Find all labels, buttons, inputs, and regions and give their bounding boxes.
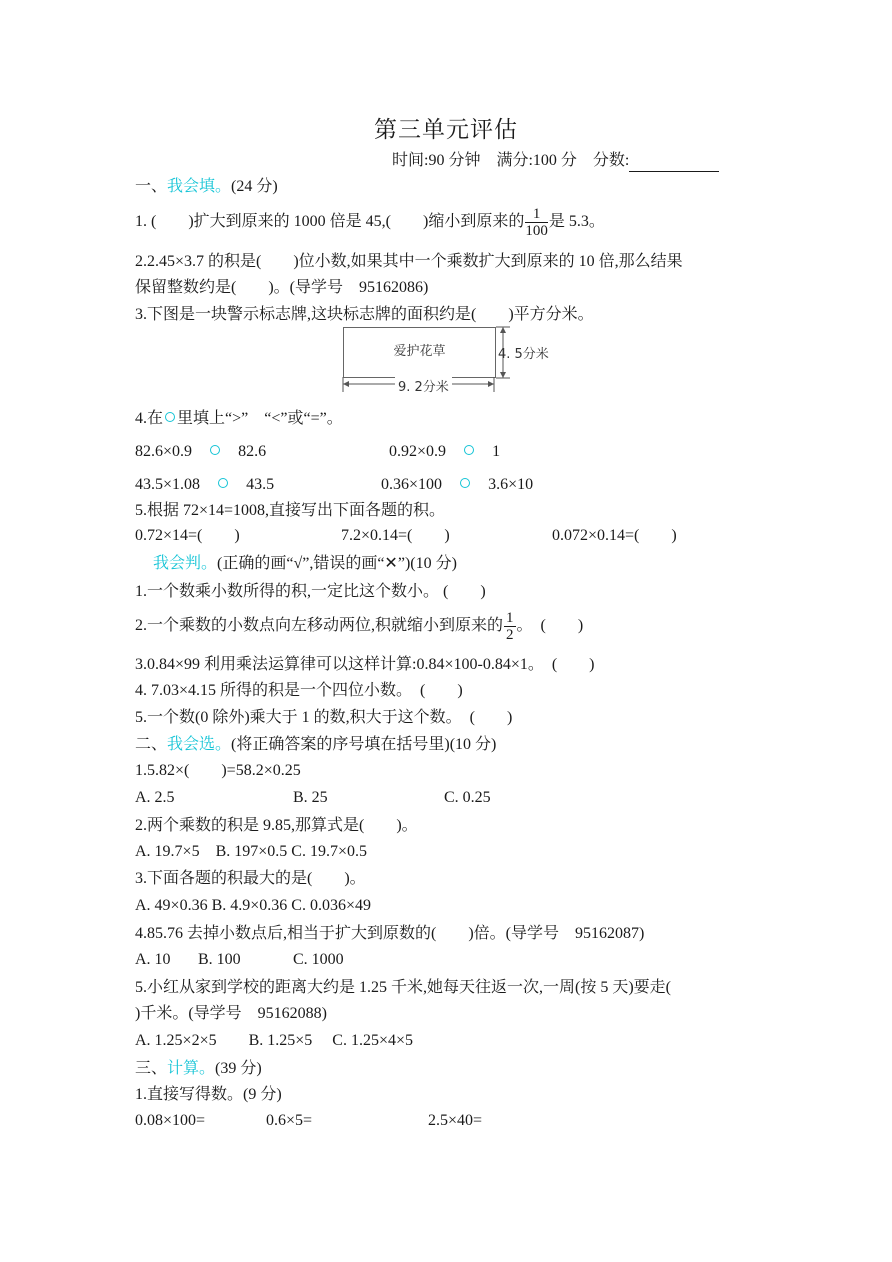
calc-item: 0.08×100= [135,1112,206,1129]
option: A. 10 [135,951,171,968]
section-3-heading [135,1058,262,1080]
compare-left: 43.5×1.08 [135,476,201,493]
numerator: 1 [525,206,548,223]
compare-right: 82.6 [238,443,267,460]
product-item: 7.2×0.14=( ) [341,527,450,544]
section-number: 二、 [135,736,168,753]
question-text: 4.在 [135,410,164,427]
circle-icon [165,412,175,422]
product-item: 0.72×14=( ) [135,527,240,544]
section-name: 计算。 [167,1060,216,1077]
choice-3: 3.下面各题的积最大的是( )。 [135,870,366,887]
answer-circle[interactable] [218,478,228,488]
choice-1: 1.5.82×( )=58.2×0.25 [135,762,301,779]
question-text: 2.一个乘数的小数点向左移动两位,积就缩小到原来的 [135,617,504,634]
choice-2: 2.两个乘数的积是 9.85,那算式是( )。 [135,817,418,834]
question-text: 。 ( ) [516,617,584,634]
calc-item: 0.6×5= [266,1112,313,1129]
judge-4: 4. 7.03×4.15 所得的积是一个四位小数。 ( ) [135,682,463,699]
denominator: 2 [506,626,514,643]
choice-4: 4.85.76 去掉小数点后,相当于扩大到原数的( )倍。(导学号 95162087) [135,925,645,942]
answer-circle[interactable] [460,478,470,488]
compare-left: 0.92×0.9 [389,443,447,460]
option: C. 0.25 [444,789,491,806]
fraction [525,206,548,239]
question-1-3: 3.下图是一块警示标志牌,这块标志牌的面积约是( )平方分米。 [135,306,594,323]
score-blank[interactable] [629,155,719,172]
choice-5-line2: )千米。(导学号 95162088) [135,1005,327,1022]
section-2-heading [135,734,496,756]
judge-1: 1.一个数乘小数所得的积,一定比这个数小。 ( ) [135,583,486,600]
option: B. 25 [293,789,328,806]
section-judge-heading [153,553,457,575]
section-name: 我会判。 [153,555,218,572]
question-1-2-line1: 2.2.45×3.7 的积是( )位小数,如果其中一个乘数扩大到原来的 10 倍,那么结果 [135,253,683,270]
compare-item [389,441,500,463]
exam-info [392,150,719,172]
question-1-2-line2: 保留整数约是( )。(导学号 95162086) [135,279,429,296]
section-name: 我会选。 [167,736,232,753]
compare-item [135,474,274,496]
compare-left: 82.6×0.9 [135,443,193,460]
compare-right: 43.5 [246,476,275,493]
compare-item [135,441,266,463]
section-name: 我会填。 [167,178,232,195]
sign-text: 爱护花草 [393,344,446,359]
options-2: A. 19.7×5 B. 197×0.5 C. 19.7×0.5 [135,843,367,860]
sign-height-label: 4. 5分米 [498,347,549,362]
sign-width-label: 9. 2分米 [395,376,452,395]
calc-1: 1.直接写得数。(9 分) [135,1086,282,1103]
compare-left: 0.36×100 [381,476,443,493]
options-3: A. 49×0.36 B. 4.9×0.36 C. 0.036×49 [135,897,371,914]
section-desc: (正确的画“√”,错误的画“✕”)(10 分) [217,555,457,572]
option: B. 100 [198,951,241,968]
question-1-4 [135,408,343,430]
numerator: 1 [506,609,514,626]
judge-2 [135,608,583,644]
choice-5-line1: 5.小红从家到学校的距离大约是 1.25 千米,她每天往返一次,一周(按 5 天)要走( [135,979,671,996]
compare-right: 1 [492,443,501,460]
product-item: 0.072×0.14=( ) [552,527,677,544]
answer-circle[interactable] [210,445,220,455]
denominator: 100 [525,222,548,239]
section-number: 三、 [135,1060,168,1077]
page-title: 第三单元评估 [374,117,518,143]
calc-item: 2.5×40= [428,1112,483,1129]
section-score: (24 分) [231,178,278,195]
question-text: 1. ( )扩大到原来的 1000 倍是 45,( )缩小到原来的 [135,213,525,230]
question-text: 是 5.3。 [548,213,605,230]
option: A. 2.5 [135,789,175,806]
judge-3: 3.0.84×99 利用乘法运算律可以这样计算:0.84×100-0.84×1。 ( ) [135,656,595,673]
options-5: A. 1.25×2×5 B. 1.25×5 C. 1.25×4×5 [135,1032,414,1049]
option: C. 1000 [293,951,344,968]
section-1-heading [135,176,278,198]
question-1-1 [135,204,605,240]
fraction [504,610,516,643]
compare-item [381,474,533,496]
section-number: 一、 [135,178,168,195]
exam-info-text: 时间:90 分钟 满分:100 分 分数: [392,152,630,169]
question-text: 里填上“>” “<”或“=”。 [177,410,343,427]
question-1-5: 5.根据 72×14=1008,直接写出下面各题的积。 [135,502,446,519]
judge-5: 5.一个数(0 除外)乘大于 1 的数,积大于这个数。 ( ) [135,709,513,726]
section-score: (39 分) [215,1060,262,1077]
compare-right: 3.6×10 [488,476,534,493]
answer-circle[interactable] [464,445,474,455]
section-desc: (将正确答案的序号填在括号里)(10 分) [231,736,497,753]
